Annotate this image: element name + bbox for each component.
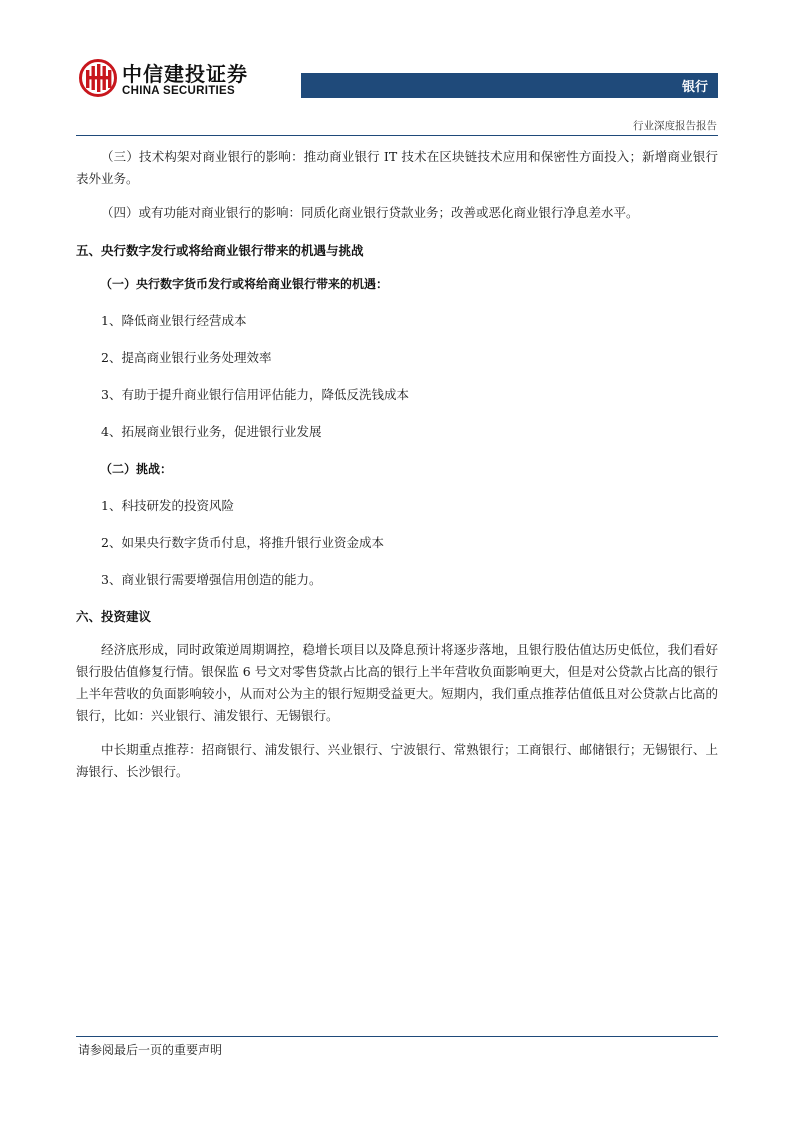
logo-english-name: CHINA SECURITIES — [122, 85, 235, 97]
opportunities-heading: （一）央行数字货币发行或将给商业银行带来的机遇： — [100, 277, 389, 291]
contingent-function-paragraph: （四）或有功能对商业银行的影响：同质化商业银行贷款业务；改善或恶化商业银行净息差水平。 — [101, 205, 639, 220]
opportunity-item: 3、有助于提升商业银行信用评估能力，降低反洗钱成本 — [101, 387, 409, 402]
opportunity-item: 1、降低商业银行经营成本 — [101, 313, 247, 328]
opportunity-item: 4、拓展商业银行业务，促进银行业发展 — [101, 424, 322, 439]
page-header — [76, 56, 718, 104]
company-logo — [76, 56, 256, 104]
challenge-item: 1、科技研发的投资风险 — [101, 498, 234, 513]
opportunity-item: 2、提高商业银行业务处理效率 — [101, 350, 272, 365]
investment-paragraph: 经济底形成，同时政策逆周期调控，稳增长项目以及降息预计将逐步落地，且银行股估值达历史低位，我们看好银行股估值修复行情。银保监 6 号文对零售贷款占比高的银行上半年营收负面影响更大，但是对公贷款占比高的银行上半年营收的负面影响较小，从而对公为主的银行短期受益更大。短期内，我们重点推荐估值低且对公贷款占比高的银行，比如：兴业银行、浦发银行、无锡银行。 — [76, 642, 718, 723]
report-type: 行业深度报告报告 — [633, 120, 717, 132]
challenge-item: 3、商业银行需要增强信用创造的能力。 — [101, 572, 322, 587]
section-6-heading: 六、投资建议 — [76, 609, 152, 624]
challenges-heading: （二）挑战： — [100, 462, 173, 476]
sector-label: 银行 — [681, 80, 708, 95]
tech-architecture-paragraph: （三）技术构架对商业银行的影响：推动商业银行 IT 技术在区块链技术应用和保密性方面投入；新增商业银行表外业务。 — [76, 149, 718, 186]
long-term-recommendation-paragraph: 中长期重点推荐：招商银行、浦发银行、兴业银行、宁波银行、常熟银行；工商银行、邮储银行；无锡银行、上海银行、长沙银行。 — [76, 742, 718, 779]
footer-divider — [76, 1036, 718, 1037]
section-5-heading: 五、央行数字发行或将给商业银行带来的机遇与挑战 — [76, 243, 364, 258]
report-body — [76, 146, 718, 783]
sector-banner — [301, 73, 718, 98]
logo-chinese-name: 中信建投证券 — [122, 62, 248, 86]
china-securities-logo-icon — [78, 58, 118, 98]
challenge-item: 2、如果央行数字货币付息，将推升银行业资金成本 — [101, 535, 384, 550]
header-divider — [76, 135, 718, 136]
footer-disclaimer: 请参阅最后一页的重要声明 — [78, 1043, 223, 1057]
